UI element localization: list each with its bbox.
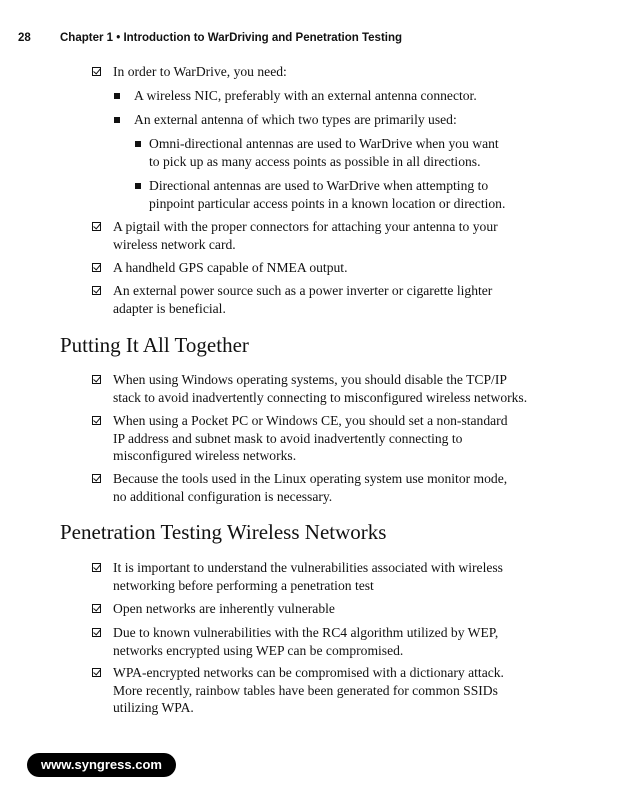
list-item-text: A handheld GPS capable of NMEA output.: [113, 260, 348, 275]
list-item-text: It is important to understand the vulnerabilities associated with wireless networking before performing a penetration test: [113, 560, 503, 593]
page-number: 28: [18, 32, 31, 44]
list-item-text: Because the tools used in the Linux operating system use monitor mode, no additional configuration is necessary.: [113, 471, 508, 504]
list-item-text: When using a Pocket PC or Windows CE, you should set a non-standard IP address and subnet mask to avoid inadvertently connecting to misconfigured wireless networks.: [113, 413, 508, 463]
checkbox-icon: [92, 263, 101, 272]
list-item: [92, 664, 504, 717]
square-bullet-icon: [114, 117, 120, 123]
chapter-header: Chapter 1 • Introduction to WarDriving and Penetration Testing: [60, 32, 403, 44]
list-item: [135, 135, 499, 170]
list-item: [92, 259, 347, 277]
checkbox-icon: [92, 604, 101, 613]
list-item-text: When using Windows operating systems, you should disable the TCP/IP stack to avoid inadvertently connecting to misconfigured wireless networks.: [113, 372, 528, 405]
list-item-text: In order to WarDrive, you need:: [113, 64, 287, 79]
list-item: [92, 600, 335, 618]
list-item-text: A pigtail with the proper connectors for attaching your antenna to your wireless network card.: [113, 219, 498, 252]
list-item: [92, 371, 527, 406]
list-item: [92, 624, 498, 659]
checkbox-icon: [92, 67, 101, 76]
list-item: [135, 177, 505, 212]
list-item: [92, 218, 498, 253]
list-item-text: Directional antennas are used to WarDrive when attempting to pinpoint particular access points in a known location or direction.: [149, 178, 506, 211]
list-item-text: An external antenna of which two types are primarily used:: [134, 112, 457, 127]
list-item: [92, 282, 492, 317]
publisher-url-badge[interactable]: www.syngress.com: [27, 753, 176, 777]
list-item-text: Open networks are inherently vulnerable: [113, 601, 335, 616]
list-item-text: Omni-directional antennas are used to WarDrive when you want to pick up as many access points as possible in all directions.: [149, 136, 499, 169]
checkbox-icon: [92, 416, 101, 425]
square-bullet-icon: [114, 93, 120, 99]
checkbox-icon: [92, 375, 101, 384]
list-item-text: WPA-encrypted networks can be compromised with a dictionary attack. More recently, rainbow tables have been generated for common SSIDs utilizing WPA.: [113, 665, 504, 715]
checkbox-icon: [92, 668, 101, 677]
checkbox-icon: [92, 222, 101, 231]
list-item: [92, 63, 287, 81]
checkbox-icon: [92, 286, 101, 295]
list-item: [114, 111, 457, 129]
list-item-text: An external power source such as a power inverter or cigarette lighter adapter is beneficial.: [113, 283, 493, 316]
square-bullet-icon: [135, 141, 141, 147]
list-item: [92, 470, 507, 505]
section-heading: Putting It All Together: [60, 333, 249, 357]
checkbox-icon: [92, 628, 101, 637]
section-heading: Penetration Testing Wireless Networks: [60, 520, 387, 544]
list-item: [92, 559, 503, 594]
list-item: [114, 87, 477, 105]
list-item-text: A wireless NIC, preferably with an external antenna connector.: [134, 88, 477, 103]
checkbox-icon: [92, 474, 101, 483]
list-item: [92, 412, 508, 465]
square-bullet-icon: [135, 183, 141, 189]
checkbox-icon: [92, 563, 101, 572]
list-item-text: Due to known vulnerabilities with the RC4 algorithm utilized by WEP, networks encrypted using WEP can be compromised.: [113, 625, 499, 658]
